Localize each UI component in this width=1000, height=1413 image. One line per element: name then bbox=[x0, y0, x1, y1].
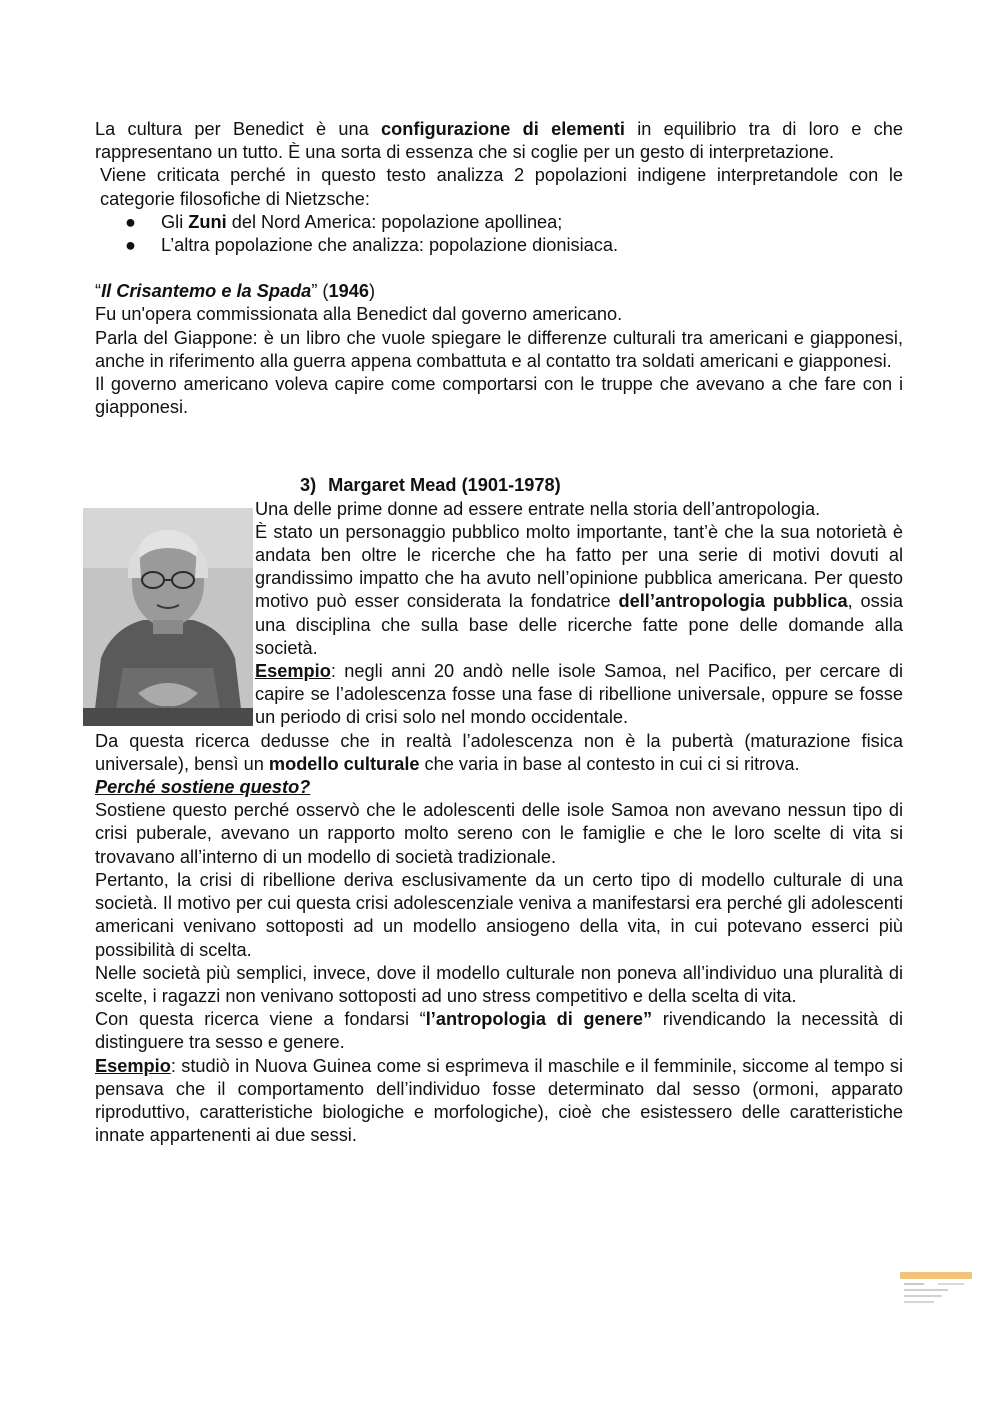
bold-term: modello culturale bbox=[268, 753, 420, 774]
book-title: Il Crisantemo e la Spada bbox=[101, 281, 312, 302]
quote-mark: ” ( bbox=[311, 281, 329, 302]
mead-paragraph-7 bbox=[95, 1008, 903, 1054]
text-run: , ossia una disciplina che sulla base delle ricerche fatte pone delle domande alla società. bbox=[255, 591, 903, 658]
bullet-icon: ● bbox=[125, 211, 136, 232]
logo-icon bbox=[898, 1270, 976, 1312]
section-title: Margaret Mead (1901-1978) bbox=[328, 475, 561, 496]
section-heading bbox=[95, 474, 903, 497]
text-run: che varia in base al contesto in cui ci si ritrova. bbox=[419, 753, 800, 774]
question-heading bbox=[95, 776, 903, 799]
bullet-icon: ● bbox=[125, 235, 136, 256]
mead-example-2 bbox=[95, 1055, 903, 1148]
text-run: del Nord America: popolazione apollinea; bbox=[226, 211, 563, 232]
bold-term: l’antropologia di genere” bbox=[425, 1009, 653, 1030]
text-run: : studiò in Nuova Guinea come si esprimeva il maschile e il femminile, siccome al tempo si pensava che il comportamento dell’individuo fosse determinato dal sesso (ormoni, apparato riproduttivo, caratteristiche biologiche e morfologiche), cioè che esistessero delle caratteristiche innate appartenenti ai due sessi. bbox=[95, 1055, 903, 1146]
mead-paragraph-5: Pertanto, la crisi di ribellione deriva esclusivamente da un certo tipo di modello culturale di una società. Il motivo per cui questa crisi adolescenziale veniva a manifestarsi era perché gli adolescenti americani venivano sottoposti ad un modello ansiogeno della vita, in cui potevano esserci più possibilità di scelta. bbox=[95, 869, 903, 960]
bullet-list bbox=[95, 211, 903, 257]
watermark-logo bbox=[898, 1270, 976, 1312]
mead-paragraph-3 bbox=[95, 730, 903, 776]
quote-mark: “ bbox=[95, 281, 102, 302]
text-run: Da questa ricerca dedusse che in realtà l’adolescenza non è la pubertà (maturazione fisica universale), bensì un bbox=[95, 730, 903, 774]
text-run: Gli bbox=[161, 211, 189, 232]
example-label: Esempio bbox=[255, 661, 331, 682]
section-number: 3) bbox=[300, 475, 317, 496]
crisantemo-paragraph-3: Il governo americano voleva capire come comportarsi con le truppe che avevano a che fare con i giapponesi. bbox=[95, 374, 903, 418]
text-run: Con questa ricerca viene a fondarsi “ bbox=[95, 1009, 426, 1030]
text-run: rivendicando la necessità di distinguere tra sesso e genere. bbox=[95, 1009, 903, 1053]
bold-term: dell’antropologia pubblica bbox=[618, 591, 848, 612]
text-run: : negli anni 20 andò nelle isole Samoa, nel Pacifico, per cercare di capire se l’adolescenza fosse una fase di ribellione universale, oppure se fosse un periodo di crisi solo nel mondo occidentale. bbox=[255, 661, 903, 728]
mead-paragraph-6: Nelle società più semplici, invece, dove il modello culturale non poneva all’individuo una pluralità di scelte, i ragazzi non venivano sottoposti ad uno stress competitivo e della scelta di vita. bbox=[95, 962, 903, 1006]
benedict-paragraph-2: Viene criticata perché in questo testo analizza 2 popolazioni indigene interpretandole con le categorie filosofiche di Nietzsche: bbox=[100, 165, 903, 209]
book-title-line bbox=[95, 280, 903, 303]
bold-term: configurazione di elementi bbox=[381, 119, 625, 139]
benedict-paragraph-1 bbox=[95, 118, 903, 164]
mead-paragraph-1: Una delle prime donne ad essere entrate nella storia dell’antropologia. bbox=[255, 498, 821, 519]
paren: ) bbox=[368, 281, 376, 302]
text-run: È stato un personaggio pubblico molto importante, tant’è che la sua notorietà è andata ben oltre le ricerche che ha fatto per una serie di motivi dovuti al grandissimo impatto che ha avuto nell’opinione pubblica americana. Per questo motivo può esser considerata la fondatrice bbox=[255, 521, 903, 612]
portrait-photo bbox=[83, 508, 253, 726]
mead-paragraph-4: Sostiene questo perché osservò che le adolescenti delle isole Samoa non avevano nessun tipo di crisi puberale, avevano un rapporto molto sereno con le famiglie e che le loro scelte di vita si trovavano all’interno di un modello di società tradizionale. bbox=[95, 800, 903, 867]
crisantemo-paragraph-1: Fu un'opera commissionata alla Benedict dal governo americano. bbox=[95, 304, 623, 325]
question-text: Perché sostiene questo? bbox=[95, 777, 311, 798]
text-run: in equilibrio tra di loro e che rappresentano un tutto. È una sorta di essenza che si coglie per un gesto di interpretazione. bbox=[95, 119, 903, 163]
book-year: 1946 bbox=[328, 281, 369, 302]
text-run: L’altra popolazione che analizza: popolazione dionisiaca. bbox=[161, 235, 619, 256]
bold-term: Zuni bbox=[188, 211, 227, 232]
list-item bbox=[125, 211, 903, 234]
document-page bbox=[95, 118, 903, 1147]
mead-section bbox=[95, 474, 903, 1147]
text-run: La cultura per Benedict è una bbox=[95, 119, 382, 139]
example-label: Esempio bbox=[95, 1055, 171, 1076]
portrait-image bbox=[83, 508, 253, 726]
crisantemo-paragraph-2: Parla del Giappone: è un libro che vuole spiegare le differenze culturali tra americani e giapponesi, anche in riferimento alla guerra appena combattuta e al contatto tra soldati americani e giapponesi. bbox=[95, 327, 903, 371]
list-item bbox=[125, 234, 903, 257]
